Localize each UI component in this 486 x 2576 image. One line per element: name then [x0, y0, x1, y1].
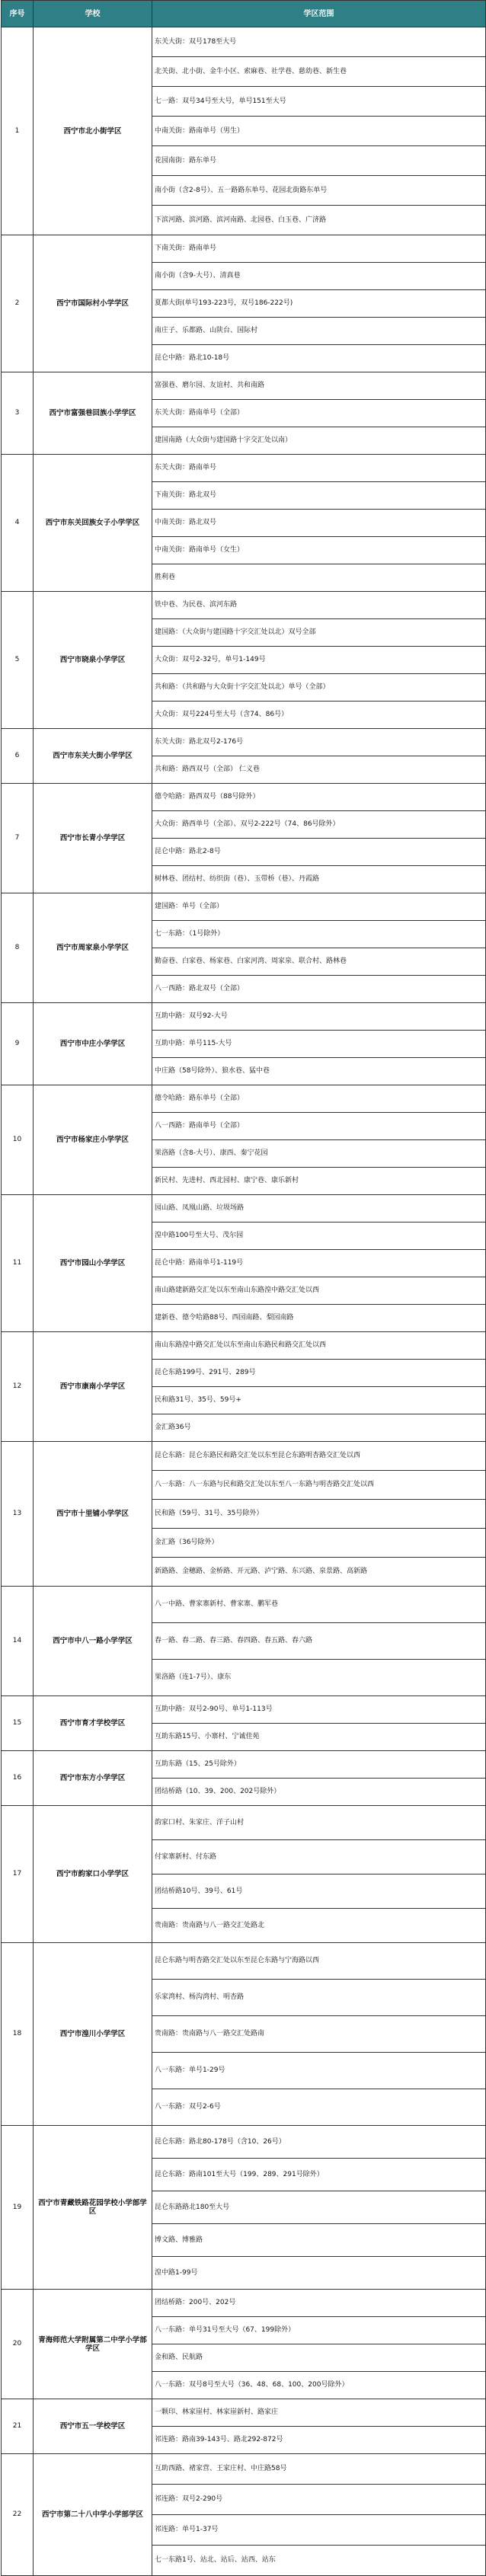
table-row	[2, 893, 486, 921]
school-name: 西宁市康南小学学区	[34, 1332, 152, 1442]
header-district-range: 学区范围	[152, 1, 486, 27]
district-range-item: 下南关街：路南单号	[152, 235, 486, 263]
district-range-item: 树林巷、团结村、纺织街（巷）、玉带桥（巷）、丹霞路	[152, 866, 486, 893]
district-range-item: 东关大街：路南单号	[152, 455, 486, 482]
district-range-item: 八一东路：双号8号至大号（36、48、68、100、200号除外）	[152, 2372, 486, 2399]
district-range-item: 果洛路（含8-大号）、康西、秦宁花园	[152, 1140, 486, 1168]
district-range-item: 博文路、博雅路	[152, 2224, 486, 2257]
row-number: 20	[2, 2290, 34, 2399]
district-range-item: 新民村、先进村、西北园村、康宁巷、康乐新村	[152, 1168, 486, 1195]
table-row	[2, 2290, 486, 2317]
district-range-item: 德令哈路：路西双号（88号除外）	[152, 784, 486, 811]
district-range-item: 共和路：路西双号（全部） 仁义巷	[152, 756, 486, 784]
district-range-item: 东关大街：路南单号（全部）	[152, 400, 486, 427]
school-name: 西宁市湟川小学学区	[34, 1943, 152, 2126]
table-row	[2, 1003, 486, 1031]
district-range-item: 湟中路100号至大号、茂尔园	[152, 1222, 486, 1250]
district-range-item: 金汇路（36号除外）	[152, 1529, 486, 1558]
district-range-item: 共和路：（共和路与大众街十字交汇处以北）单号（全部）	[152, 674, 486, 702]
school-name: 西宁市第二十八中学小学部学区	[34, 2454, 152, 2576]
row-number: 14	[2, 1587, 34, 1696]
school-name: 西宁市富强巷回族小学学区	[34, 372, 152, 455]
school-name: 西宁市青藏铁路花园学校小学部学区	[34, 2126, 152, 2290]
school-name: 青海师范大学附属第二中学小学部学区	[34, 2290, 152, 2399]
row-number: 22	[2, 2454, 34, 2576]
row-number: 13	[2, 1442, 34, 1587]
district-range-item: 花园南街：路东单号	[152, 146, 486, 176]
school-name: 西宁市长青小学学区	[34, 784, 152, 893]
table-row	[2, 372, 486, 400]
district-range-item: 互助中路：双号2-90号、单号1-113号	[152, 1696, 486, 1724]
district-range-item: 果洛路（连1-7号）、康东	[152, 1660, 486, 1696]
table-row	[2, 455, 486, 482]
row-number: 4	[2, 455, 34, 592]
district-range-item: 大众街：双号224号至大号（含74、86号）	[152, 702, 486, 729]
school-name: 西宁市中庄小学学区	[34, 1003, 152, 1085]
row-number: 1	[2, 27, 34, 235]
district-range-item: 金和路、民航路	[152, 2344, 486, 2372]
district-range-item: 昆仑中路：路北10-18号	[152, 345, 486, 372]
district-range-item: 富强巷、磨尔园、友谊村、共和南路	[152, 372, 486, 400]
district-range-item: 八一东路：单号31号至大号（67、199除外）	[152, 2317, 486, 2344]
district-range-item: 下滨河路、滨河路、滨河南路、北园巷、白玉巷、广济路	[152, 206, 486, 235]
table-row	[2, 2399, 486, 2427]
district-range-item: 南小街（含2-8号）、五一路路东单号、花园北街路东单号	[152, 176, 486, 206]
school-name: 西宁市杨家庄小学学区	[34, 1085, 152, 1195]
table-row	[2, 1332, 486, 1360]
district-range-item: 昆仑东路199号、291号、289号	[152, 1360, 486, 1387]
district-range-item: 大众街：双号2-32号，单号1-149号	[152, 647, 486, 674]
district-range-item: 园山路、凤凰山路、垃圾场路	[152, 1195, 486, 1222]
row-number: 6	[2, 729, 34, 784]
table-row	[2, 1806, 486, 1840]
district-range-item: 互助中路：单号115-大号	[152, 1031, 486, 1058]
district-range-item: 新路路、金穗路、金桥路、开元路、泸宁路、东兴路、泉景路、高新路	[152, 1558, 486, 1587]
table-row	[2, 592, 486, 619]
header-row	[2, 1, 486, 27]
district-range-item: 民和路（59号、31号、35号除外）	[152, 1500, 486, 1529]
table-row	[2, 1943, 486, 1980]
district-range-item: 八一中路、曹家寨新村、曹家寨、鹏军巷	[152, 1587, 486, 1623]
district-range-item: 昆仑东路：路南101至大号（199、289、291号除外）	[152, 2159, 486, 2191]
district-range-item: 昆仑东路：路北80-178号（含10、26号）	[152, 2126, 486, 2159]
row-number: 8	[2, 893, 34, 1003]
district-range-item: 团结桥路10号、39号、61号	[152, 1874, 486, 1909]
district-range-item: 祁连路：单号1-37号	[152, 2515, 486, 2546]
district-range-item: 下南关街：路北双号	[152, 482, 486, 510]
table-row	[2, 784, 486, 811]
row-number: 9	[2, 1003, 34, 1085]
district-range-item: 民和路31号、35号、59号+	[152, 1387, 486, 1414]
row-number: 3	[2, 372, 34, 455]
row-number: 16	[2, 1751, 34, 1806]
header-school: 学校	[34, 1, 152, 27]
district-range-item: 祁连路：路南39-143号、路北292-872号	[152, 2427, 486, 2454]
row-number: 11	[2, 1195, 34, 1332]
district-range-item: 昆仑东路与明杏路交汇处以东至昆仑东路与宁海路以西	[152, 1943, 486, 1980]
district-range-item: 南庄子、乐都路、山陕台、国际村	[152, 318, 486, 345]
district-range-item: 团结桥路：200号、202号	[152, 2290, 486, 2317]
table-row	[2, 1085, 486, 1113]
district-range-item: 八一西路：路南单号（全部）	[152, 1113, 486, 1140]
table-row	[2, 1195, 486, 1222]
row-number: 2	[2, 235, 34, 372]
district-range-item: 七一路：双号34号至大号，单号151至大号	[152, 87, 486, 117]
district-range-item: 贵南路：贵南路与八一路交汇处路南	[152, 2016, 486, 2053]
school-name: 西宁市北小街学区	[34, 27, 152, 235]
header-number: 序号	[2, 1, 34, 27]
district-range-item: 建国路：单号（全部）	[152, 893, 486, 921]
row-number: 7	[2, 784, 34, 893]
row-number: 21	[2, 2399, 34, 2454]
district-range-item: 湟中路1-99号	[152, 2257, 486, 2290]
district-range-item: 七一东路1号、站北、站后、站西、站东	[152, 2546, 486, 2576]
school-name: 西宁市五一学校学区	[34, 2399, 152, 2454]
row-number: 19	[2, 2126, 34, 2290]
district-range-item: 付家寨新村、付东路	[152, 1840, 486, 1874]
row-number: 12	[2, 1332, 34, 1442]
district-range-item: 贵南路：贵南路与八一路交汇处路北	[152, 1909, 486, 1943]
school-name: 西宁市十里铺小学学区	[34, 1442, 152, 1587]
table-row	[2, 1442, 486, 1471]
district-range-item: 中南关街：路北双号	[152, 510, 486, 537]
school-name: 西宁市育才学校学区	[34, 1696, 152, 1751]
district-range-item: 南小街（含9-大号）、清真巷	[152, 263, 486, 290]
row-number: 10	[2, 1085, 34, 1195]
table-row	[2, 1696, 486, 1724]
district-range-item: 互助东路（15、25号除外）	[152, 1751, 486, 1779]
table-body	[2, 27, 486, 2576]
district-range-item: 建国路：（大众街与建国路十字交汇处以北）双号全部	[152, 619, 486, 647]
district-range-item: 东关大街：路北双号2-176号	[152, 729, 486, 756]
district-range-item: 铁中巷、为民巷、滨河东路	[152, 592, 486, 619]
district-range-item: 八一东路：八一东路与民和路交汇处以东至八一东路与明杏路交汇处以西	[152, 1471, 486, 1500]
district-range-item: 胜利巷	[152, 564, 486, 592]
table-row	[2, 235, 486, 263]
school-name: 西宁市韵家口小学学区	[34, 1806, 152, 1943]
district-range-item: 春一路、春二路、春三路、春四路、春五路、春六路	[152, 1623, 486, 1660]
row-number: 17	[2, 1806, 34, 1943]
row-number: 18	[2, 1943, 34, 2126]
district-range-item: 八一东路：双号2-6号	[152, 2089, 486, 2126]
district-range-item: 互助中路：双号92-大号	[152, 1003, 486, 1031]
district-range-item: 昆仑东路：昆仑东路民和路交汇处以东至昆仑东路明杏路交汇处以西	[152, 1442, 486, 1471]
school-name: 西宁市中八一路小学学区	[34, 1587, 152, 1696]
district-range-item: 乐家湾村、杨沟湾村、明杏路	[152, 1980, 486, 2016]
district-range-item: 德令哈路：路东单号（全部）	[152, 1085, 486, 1113]
table-row	[2, 1587, 486, 1623]
district-range-item: 南山东路湟中路交汇处以东至南山东路民和路交汇处以西	[152, 1332, 486, 1360]
district-range-item: 中南关街：路南单号（男生）	[152, 117, 486, 146]
school-name: 西宁市东方小学学区	[34, 1751, 152, 1806]
district-range-item: 八一东路：单号1-29号	[152, 2053, 486, 2089]
school-name: 西宁市东关大街小学学区	[34, 729, 152, 784]
table-row	[2, 1751, 486, 1779]
district-range-item: 北关街、北小街、金牛小区、索麻巷、社学巷、慈幼巷、新生巷	[152, 57, 486, 87]
table-row	[2, 27, 486, 57]
district-range-item: 昆仑中路：路南单号1-119号	[152, 1250, 486, 1277]
district-range-item: 祁连路：双号2-290号	[152, 2485, 486, 2515]
district-range-item: 互助西路、褚家营、王家庄村、中庄路58号	[152, 2454, 486, 2485]
district-range-item: 夏都大街(单号193-223号，双号186-222号)	[152, 290, 486, 318]
school-name: 西宁市园山小学学区	[34, 1195, 152, 1332]
district-range-item: 南山路建新路交汇处以东至南山东路湟中路交汇处以西	[152, 1277, 486, 1305]
table-header	[2, 1, 486, 27]
school-name: 西宁市国际村小学学区	[34, 235, 152, 372]
district-range-item: 勤奋巷、白家巷、杨家巷、白家河湾、周家泉、联合村、路林巷	[152, 948, 486, 976]
district-range-item: 一颗印、林家崖村、林家崖新村、路家庄	[152, 2399, 486, 2427]
table-row	[2, 2454, 486, 2485]
district-range-item: 团结桥路（10、39、200、202号除外）	[152, 1779, 486, 1806]
school-name: 西宁市东关回族女子小学学区	[34, 455, 152, 592]
district-range-item: 八一西路：路北双号（全部）	[152, 976, 486, 1003]
district-range-item: 建国南路（大众街与建国路十字交汇处以南）	[152, 427, 486, 455]
row-number: 15	[2, 1696, 34, 1751]
table-row	[2, 2126, 486, 2159]
table-row	[2, 729, 486, 756]
district-range-item: 中庄路（58号除外）、狼水巷、猛中巷	[152, 1058, 486, 1085]
school-name: 西宁市晓泉小学学区	[34, 592, 152, 729]
district-range-item: 中南关街：路南单号（女生）	[152, 537, 486, 564]
district-range-item: 建新巷、德令哈路88号、西园南路、梨园南路	[152, 1305, 486, 1332]
district-range-item: 七一东路：（1号除外）	[152, 921, 486, 948]
district-range-item: 东关大街：双号178至大号	[152, 27, 486, 57]
row-number: 5	[2, 592, 34, 729]
district-range-item: 韵家口村、朱家庄、洋子山村	[152, 1806, 486, 1840]
school-name: 西宁市周家泉小学学区	[34, 893, 152, 1003]
district-range-item: 昆仑中路：路北2-8号	[152, 839, 486, 866]
district-range-item: 互助东路15号、小寨村、宁诚佳苑	[152, 1724, 486, 1751]
district-range-item: 金汇路36号	[152, 1414, 486, 1442]
district-range-item: 大众街：路西单号（全部）、双号2-222号（74、86号除外）	[152, 811, 486, 839]
district-range-item: 昆仑东路路北180至大号	[152, 2191, 486, 2224]
